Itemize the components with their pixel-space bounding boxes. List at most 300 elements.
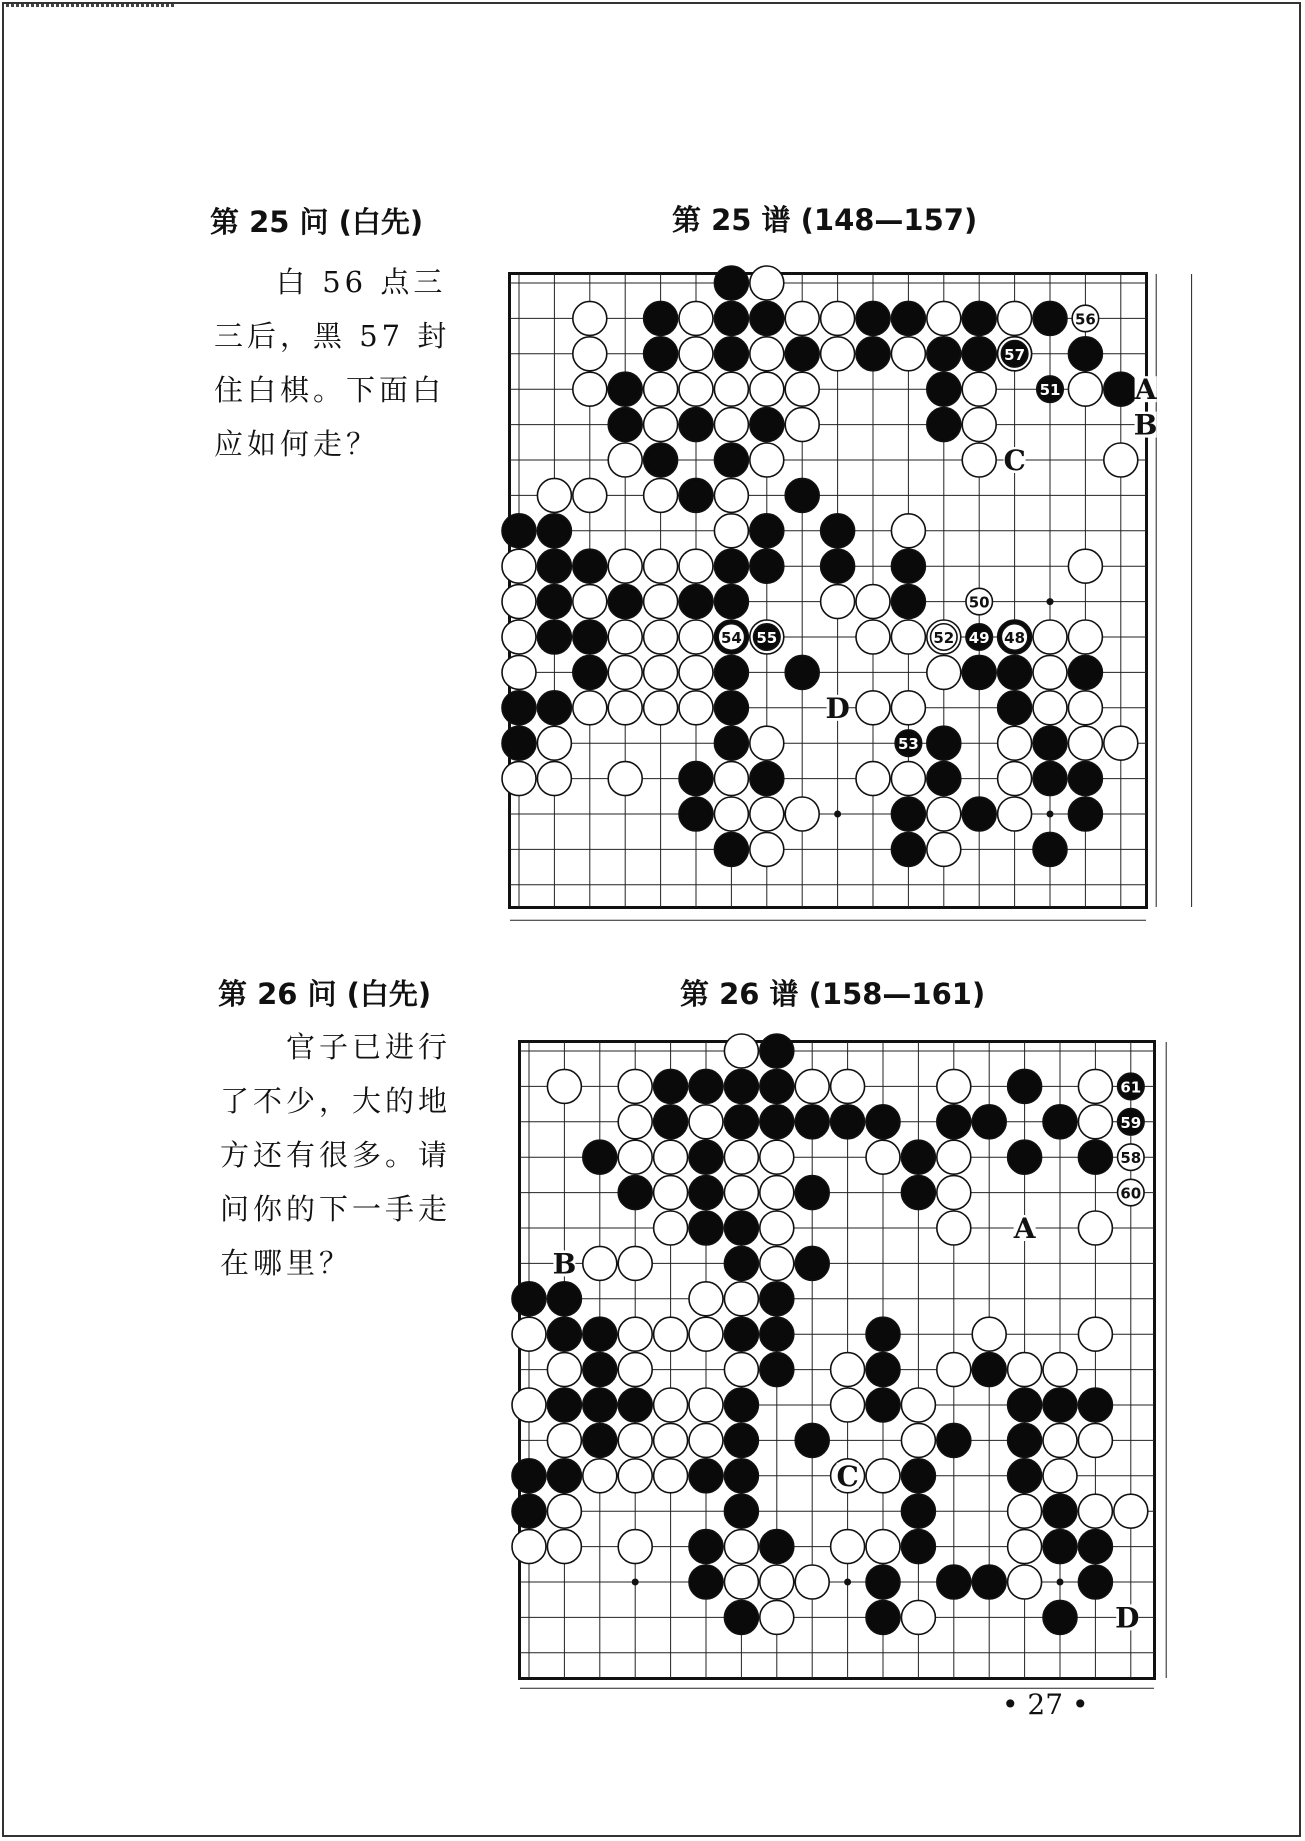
black-stone xyxy=(537,514,571,548)
black-stone xyxy=(998,655,1032,689)
white-stone xyxy=(679,655,713,689)
white-stone xyxy=(962,443,996,477)
white-stone xyxy=(821,337,855,371)
white-stone xyxy=(901,1388,935,1422)
black-stone xyxy=(937,1423,971,1457)
white-stone xyxy=(654,1388,688,1422)
point-label: C xyxy=(1003,444,1026,477)
move-number: 49 xyxy=(968,629,990,647)
white-stone xyxy=(573,478,607,512)
black-stone xyxy=(972,1565,1006,1599)
white-stone xyxy=(724,1530,758,1564)
white-stone xyxy=(654,1211,688,1245)
numbered-stone xyxy=(1001,624,1028,651)
white-stone xyxy=(644,478,678,512)
black-stone xyxy=(1033,726,1067,760)
black-stone xyxy=(618,1388,652,1422)
white-stone xyxy=(714,372,748,406)
black-stone xyxy=(654,1069,688,1103)
white-stone xyxy=(1033,655,1067,689)
text-line: 问你的下一手走 xyxy=(220,1192,452,1226)
white-stone xyxy=(618,1069,652,1103)
white-stone xyxy=(714,478,748,512)
white-stone xyxy=(760,1565,794,1599)
black-stone xyxy=(866,1600,900,1634)
white-stone xyxy=(689,1388,723,1422)
black-stone xyxy=(927,726,961,760)
black-stone xyxy=(785,337,819,371)
white-stone xyxy=(502,585,536,619)
numbered-stone xyxy=(718,624,745,651)
black-stone xyxy=(689,1530,723,1564)
text-line: 应如何走？ xyxy=(214,427,380,461)
black-stone xyxy=(547,1388,581,1422)
black-stone xyxy=(962,797,996,831)
white-stone xyxy=(750,337,784,371)
black-stone xyxy=(689,1069,723,1103)
move-number: 57 xyxy=(1004,345,1026,364)
white-stone xyxy=(502,762,536,796)
black-stone xyxy=(608,408,642,442)
black-stone xyxy=(750,301,784,335)
text-line: 住白棋。下面白 xyxy=(214,373,446,407)
problem-25-title: 第 25 问 (白先) xyxy=(210,205,424,239)
white-stone xyxy=(1078,1317,1112,1351)
black-stone xyxy=(502,691,536,725)
white-stone xyxy=(608,549,642,583)
white-stone xyxy=(760,1176,794,1210)
black-stone xyxy=(866,1388,900,1422)
black-stone xyxy=(1078,1388,1112,1422)
white-stone xyxy=(750,726,784,760)
numbered-stone xyxy=(1001,341,1028,368)
black-stone xyxy=(795,1246,829,1280)
white-stone xyxy=(1104,443,1138,477)
white-stone xyxy=(927,832,961,866)
black-stone xyxy=(679,408,713,442)
black-stone xyxy=(583,1423,617,1457)
black-stone xyxy=(714,726,748,760)
black-stone xyxy=(502,726,536,760)
white-stone xyxy=(618,1105,652,1139)
black-stone xyxy=(1068,655,1102,689)
black-stone xyxy=(856,301,890,335)
white-stone xyxy=(618,1317,652,1351)
point-label: A xyxy=(1134,373,1157,407)
white-stone xyxy=(547,1530,581,1564)
white-stone xyxy=(891,337,925,371)
point-label: C xyxy=(836,1459,859,1493)
black-stone xyxy=(547,1317,581,1351)
black-stone xyxy=(760,1317,794,1351)
black-stone xyxy=(750,762,784,796)
white-stone xyxy=(821,301,855,335)
white-stone xyxy=(785,408,819,442)
white-stone xyxy=(724,1353,758,1387)
white-stone xyxy=(644,408,678,442)
black-stone xyxy=(901,1530,935,1564)
white-stone xyxy=(831,1388,865,1422)
white-stone xyxy=(760,1246,794,1280)
move-number: 61 xyxy=(1120,1078,1142,1097)
problem-26-text xyxy=(220,1020,451,1290)
hoshi-point xyxy=(632,1579,639,1586)
white-stone xyxy=(1043,1353,1077,1387)
white-stone xyxy=(618,1353,652,1387)
black-stone xyxy=(679,797,713,831)
black-stone xyxy=(972,1353,1006,1387)
black-stone xyxy=(512,1494,546,1528)
white-stone xyxy=(901,1423,935,1457)
black-stone xyxy=(760,1353,794,1387)
black-stone xyxy=(891,585,925,619)
white-stone xyxy=(618,1459,652,1493)
white-stone xyxy=(937,1069,971,1103)
white-stone xyxy=(856,691,890,725)
white-stone xyxy=(785,797,819,831)
white-stone xyxy=(750,797,784,831)
white-stone xyxy=(608,691,642,725)
black-stone xyxy=(1008,1459,1042,1493)
problem-25-text xyxy=(214,255,450,471)
white-stone xyxy=(927,797,961,831)
move-number: 58 xyxy=(1120,1149,1142,1168)
black-stone xyxy=(573,549,607,583)
white-stone xyxy=(937,1140,971,1174)
black-stone xyxy=(1078,1565,1112,1599)
black-stone xyxy=(891,832,925,866)
white-stone xyxy=(583,1459,617,1493)
black-stone xyxy=(679,478,713,512)
black-stone xyxy=(537,620,571,654)
white-stone xyxy=(537,478,571,512)
black-stone xyxy=(962,301,996,335)
black-stone xyxy=(644,337,678,371)
white-stone xyxy=(512,1388,546,1422)
white-stone xyxy=(760,1211,794,1245)
white-stone xyxy=(724,1282,758,1316)
white-stone xyxy=(714,797,748,831)
move-number: 60 xyxy=(1120,1184,1142,1203)
white-stone xyxy=(1114,1494,1148,1528)
white-stone xyxy=(714,514,748,548)
diagram-25-title: 第 25 谱 (148—157) xyxy=(672,203,978,237)
white-stone xyxy=(1078,1423,1112,1457)
white-stone xyxy=(618,1246,652,1280)
white-stone xyxy=(573,691,607,725)
white-stone xyxy=(891,762,925,796)
black-stone xyxy=(537,691,571,725)
move-number: 50 xyxy=(968,593,990,612)
white-stone xyxy=(512,1530,546,1564)
white-stone xyxy=(502,655,536,689)
point-label: D xyxy=(825,691,850,725)
black-stone xyxy=(689,1140,723,1174)
white-stone xyxy=(608,655,642,689)
move-number: 53 xyxy=(897,735,919,754)
black-stone xyxy=(714,832,748,866)
numbered-stone xyxy=(1037,376,1064,403)
black-stone xyxy=(714,655,748,689)
white-stone xyxy=(937,1176,971,1210)
black-stone xyxy=(1008,1140,1042,1174)
white-stone xyxy=(866,1530,900,1564)
white-stone xyxy=(831,1353,865,1387)
white-stone xyxy=(998,726,1032,760)
text-line: 三后，黑 57 封 xyxy=(214,319,451,353)
black-stone xyxy=(512,1282,546,1316)
white-stone xyxy=(856,762,890,796)
black-stone xyxy=(937,1565,971,1599)
black-stone xyxy=(1043,1388,1077,1422)
black-stone xyxy=(724,1069,758,1103)
black-stone xyxy=(750,549,784,583)
black-stone xyxy=(927,337,961,371)
black-stone xyxy=(901,1176,935,1210)
white-stone xyxy=(689,1317,723,1351)
white-stone xyxy=(927,301,961,335)
numbered-stone xyxy=(931,624,958,651)
black-stone xyxy=(512,1459,546,1493)
black-stone xyxy=(618,1176,652,1210)
white-stone xyxy=(998,301,1032,335)
white-stone xyxy=(679,337,713,371)
black-stone xyxy=(891,301,925,335)
black-stone xyxy=(962,337,996,371)
white-stone xyxy=(537,762,571,796)
black-stone xyxy=(573,620,607,654)
numbered-stone xyxy=(1118,1109,1145,1136)
white-stone xyxy=(1008,1494,1042,1528)
white-stone xyxy=(608,620,642,654)
white-stone xyxy=(644,372,678,406)
white-stone xyxy=(785,372,819,406)
white-stone xyxy=(1078,1211,1112,1245)
numbered-stone xyxy=(966,624,993,651)
white-stone xyxy=(972,1317,1006,1351)
go-board-25 xyxy=(508,272,1158,909)
black-stone xyxy=(1078,1140,1112,1174)
white-stone xyxy=(724,1565,758,1599)
black-stone xyxy=(937,1105,971,1139)
black-stone xyxy=(1033,762,1067,796)
black-stone xyxy=(927,408,961,442)
text-line: 官子已进行 xyxy=(286,1030,452,1064)
black-stone xyxy=(785,478,819,512)
white-stone xyxy=(714,762,748,796)
move-number: 56 xyxy=(1074,310,1096,329)
black-stone xyxy=(537,585,571,619)
white-stone xyxy=(618,1530,652,1564)
white-stone xyxy=(1043,1459,1077,1493)
white-stone xyxy=(547,1353,581,1387)
black-stone xyxy=(760,1530,794,1564)
black-stone xyxy=(1043,1600,1077,1634)
black-stone xyxy=(1008,1388,1042,1422)
black-stone xyxy=(689,1459,723,1493)
hoshi-point xyxy=(1047,598,1054,605)
white-stone xyxy=(1068,620,1102,654)
black-stone xyxy=(724,1317,758,1351)
black-stone xyxy=(821,549,855,583)
move-number: 52 xyxy=(933,629,955,647)
white-stone xyxy=(724,1034,758,1068)
white-stone xyxy=(866,1459,900,1493)
white-stone xyxy=(760,1600,794,1634)
white-stone xyxy=(1078,1069,1112,1103)
white-stone xyxy=(998,762,1032,796)
black-stone xyxy=(1008,1423,1042,1457)
black-stone xyxy=(714,585,748,619)
black-stone xyxy=(654,1105,688,1139)
black-stone xyxy=(1043,1105,1077,1139)
white-stone xyxy=(1068,549,1102,583)
white-stone xyxy=(901,1600,935,1634)
white-stone xyxy=(1078,1105,1112,1139)
point-label: B xyxy=(1133,408,1158,442)
black-stone xyxy=(795,1176,829,1210)
hoshi-point xyxy=(834,811,841,818)
white-stone xyxy=(724,1140,758,1174)
white-stone xyxy=(891,620,925,654)
black-stone xyxy=(724,1105,758,1139)
black-stone xyxy=(714,266,748,300)
white-stone xyxy=(547,1423,581,1457)
white-stone xyxy=(1008,1530,1042,1564)
black-stone xyxy=(679,762,713,796)
black-stone xyxy=(866,1105,900,1139)
white-stone xyxy=(644,691,678,725)
black-stone xyxy=(795,1105,829,1139)
white-stone xyxy=(821,585,855,619)
black-stone xyxy=(537,549,571,583)
white-stone xyxy=(644,655,678,689)
black-stone xyxy=(714,691,748,725)
black-stone xyxy=(724,1600,758,1634)
white-stone xyxy=(856,620,890,654)
numbered-stone xyxy=(895,730,922,757)
black-stone xyxy=(644,301,678,335)
white-stone xyxy=(502,620,536,654)
black-stone xyxy=(679,585,713,619)
white-stone xyxy=(1008,1565,1042,1599)
black-stone xyxy=(927,762,961,796)
black-stone xyxy=(760,1069,794,1103)
white-stone xyxy=(583,1246,617,1280)
board-svg xyxy=(518,1040,1156,1680)
white-stone xyxy=(654,1423,688,1457)
white-stone xyxy=(831,1530,865,1564)
problem-26-title: 第 26 问 (白先) xyxy=(218,977,432,1011)
white-stone xyxy=(573,372,607,406)
white-stone xyxy=(1033,691,1067,725)
black-stone xyxy=(547,1459,581,1493)
white-stone xyxy=(689,1282,723,1316)
white-stone xyxy=(785,301,819,335)
white-stone xyxy=(962,372,996,406)
black-stone xyxy=(502,514,536,548)
white-stone xyxy=(644,549,678,583)
black-stone xyxy=(901,1140,935,1174)
black-stone xyxy=(1033,301,1067,335)
black-stone xyxy=(891,797,925,831)
black-stone xyxy=(724,1211,758,1245)
white-stone xyxy=(689,1105,723,1139)
text-line: 方还有很多。请 xyxy=(220,1138,452,1172)
white-stone xyxy=(654,1140,688,1174)
black-stone xyxy=(1043,1530,1077,1564)
white-stone xyxy=(512,1317,546,1351)
black-stone xyxy=(583,1388,617,1422)
black-stone xyxy=(583,1353,617,1387)
black-stone xyxy=(583,1317,617,1351)
black-stone xyxy=(998,691,1032,725)
black-stone xyxy=(689,1565,723,1599)
black-stone xyxy=(1068,797,1102,831)
white-stone xyxy=(866,1140,900,1174)
numbered-stone xyxy=(1118,1073,1145,1100)
diagram-26-title: 第 26 谱 (158—161) xyxy=(680,977,986,1011)
point-label: B xyxy=(552,1247,577,1281)
black-stone xyxy=(714,301,748,335)
white-stone xyxy=(750,832,784,866)
black-stone xyxy=(760,1282,794,1316)
black-stone xyxy=(866,1317,900,1351)
white-stone xyxy=(1078,1494,1112,1528)
black-stone xyxy=(689,1176,723,1210)
white-stone xyxy=(644,620,678,654)
black-stone xyxy=(866,1353,900,1387)
white-stone xyxy=(831,1069,865,1103)
white-stone xyxy=(608,762,642,796)
black-stone xyxy=(573,655,607,689)
hoshi-point xyxy=(1047,811,1054,818)
black-stone xyxy=(1008,1069,1042,1103)
white-stone xyxy=(1033,620,1067,654)
white-stone xyxy=(856,585,890,619)
black-stone xyxy=(1068,337,1102,371)
black-stone xyxy=(901,1459,935,1493)
white-stone xyxy=(891,691,925,725)
black-stone xyxy=(821,514,855,548)
black-stone xyxy=(795,1423,829,1457)
black-stone xyxy=(750,514,784,548)
white-stone xyxy=(998,797,1032,831)
black-stone xyxy=(724,1246,758,1280)
white-stone xyxy=(1068,726,1102,760)
black-stone xyxy=(714,549,748,583)
white-stone xyxy=(795,1069,829,1103)
move-number: 55 xyxy=(756,629,778,647)
black-stone xyxy=(760,1105,794,1139)
white-stone xyxy=(1068,691,1102,725)
text-line: 了不少，大的地 xyxy=(220,1084,452,1118)
black-stone xyxy=(724,1459,758,1493)
black-stone xyxy=(785,655,819,689)
white-stone xyxy=(1043,1423,1077,1457)
black-stone xyxy=(1078,1530,1112,1564)
white-stone xyxy=(1008,1353,1042,1387)
black-stone xyxy=(714,443,748,477)
black-stone xyxy=(547,1282,581,1316)
white-stone xyxy=(714,408,748,442)
white-stone xyxy=(927,655,961,689)
black-stone xyxy=(644,443,678,477)
black-stone xyxy=(856,337,890,371)
black-stone xyxy=(689,1211,723,1245)
white-stone xyxy=(644,585,678,619)
numbered-stone xyxy=(1072,305,1099,332)
